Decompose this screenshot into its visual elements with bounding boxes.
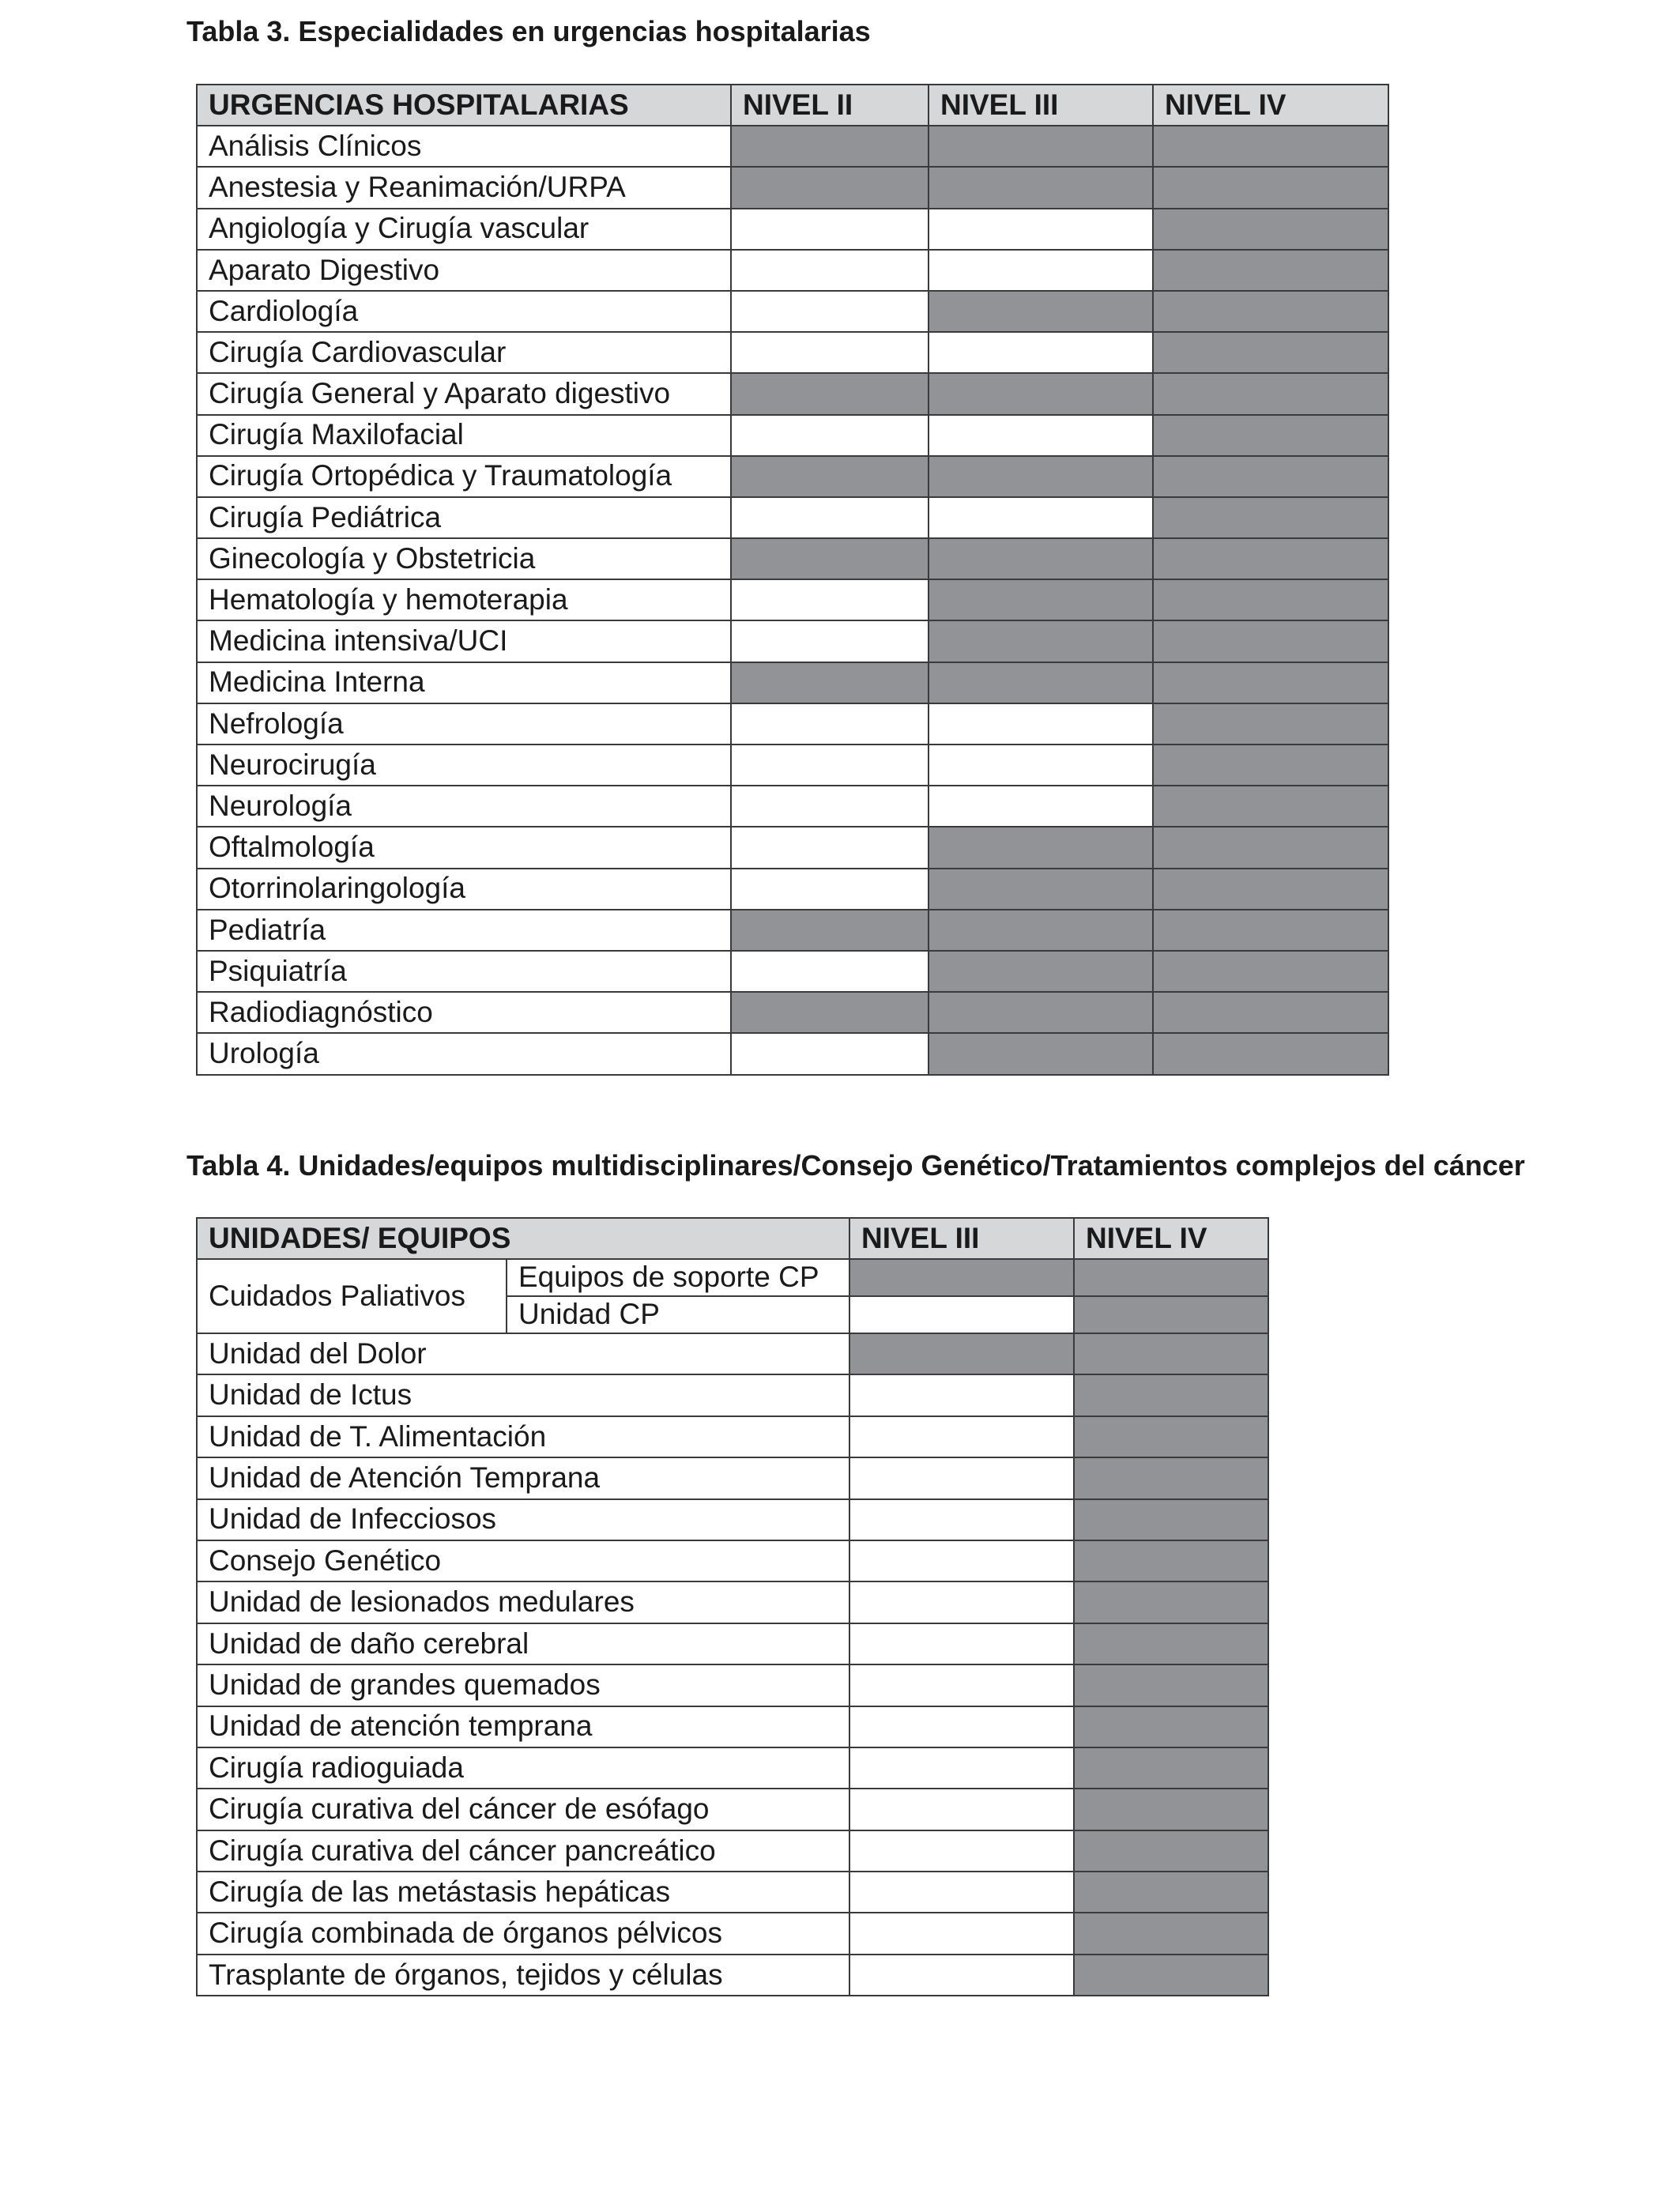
level-cell-nivel-iii-shaded: [929, 620, 1153, 662]
level-cell-nivel-ii-empty: [731, 786, 929, 827]
specialty-label: Cardiología: [197, 291, 731, 332]
level-cell-nivel-iv-shaded: [1153, 827, 1388, 868]
table-row: [197, 869, 1388, 910]
subrow-label: Unidad CP: [507, 1296, 849, 1333]
table3-caption: Tabla 3. Especialidades en urgencias hospitalarias: [186, 15, 871, 47]
table-row: [197, 538, 1388, 579]
unit-label: Unidad de atención temprana: [197, 1706, 849, 1747]
level-cell-nivel-iii-empty: [849, 1540, 1074, 1581]
table-row: [197, 1259, 1268, 1296]
table-row: [197, 1872, 1268, 1913]
table-row: [197, 951, 1388, 992]
level-cell-nivel-iii-empty: [929, 209, 1153, 250]
level-cell-nivel-iv-shaded: [1074, 1623, 1268, 1664]
table-row: [197, 415, 1388, 456]
level-cell-nivel-iii-shaded: [929, 126, 1153, 167]
level-cell-nivel-iii-shaded: [929, 951, 1153, 992]
level-cell-nivel-iv-shaded: [1153, 579, 1388, 620]
level-cell-nivel-iii-empty: [849, 1416, 1074, 1457]
level-cell-nivel-iv-shaded: [1074, 1830, 1268, 1872]
level-cell-nivel-iv-shaded: [1153, 415, 1388, 456]
level-cell-nivel-ii-shaded: [731, 126, 929, 167]
table-row: [197, 620, 1388, 662]
level-cell-nivel-iv-shaded: [1074, 1540, 1268, 1581]
level-cell-nivel-iii-empty: [849, 1789, 1074, 1830]
level-cell-nivel-ii-empty: [731, 745, 929, 786]
level-cell-nivel-iii-empty: [929, 497, 1153, 538]
level-cell-nivel-iii-empty: [849, 1747, 1074, 1789]
level-cell-nivel-iii-empty: [929, 745, 1153, 786]
table-row: [197, 209, 1388, 250]
level-cell-nivel-iv-shaded: [1153, 126, 1388, 167]
level-cell-nivel-iv-shaded: [1074, 1747, 1268, 1789]
level-cell-nivel-iii-shaded: [929, 291, 1153, 332]
level-cell-nivel-iii-shaded: [929, 538, 1153, 579]
level-cell-nivel-iv-shaded: [1153, 1033, 1388, 1074]
level-cell-nivel-iii-shaded: [929, 827, 1153, 868]
specialty-label: Radiodiagnóstico: [197, 992, 731, 1033]
unit-label: Unidad de Infecciosos: [197, 1499, 849, 1540]
table-row: [197, 1747, 1268, 1789]
level-cell-nivel-iii-shaded: [849, 1259, 1074, 1296]
level-cell-nivel-iv-shaded: [1153, 167, 1388, 208]
table-row: [197, 1664, 1268, 1706]
level-cell-nivel-iv-shaded: [1153, 332, 1388, 373]
level-cell-nivel-iv-shaded: [1153, 209, 1388, 250]
specialty-label: Urología: [197, 1033, 731, 1074]
specialty-label: Cirugía Cardiovascular: [197, 332, 731, 373]
level-cell-nivel-ii-shaded: [731, 992, 929, 1033]
specialty-label: Otorrinolaringología: [197, 869, 731, 910]
level-cell-nivel-iv-shaded: [1153, 250, 1388, 291]
specialty-label: Medicina Interna: [197, 662, 731, 703]
unit-label: Unidad de Ictus: [197, 1374, 849, 1416]
specialty-label: Anestesia y Reanimación/URPA: [197, 167, 731, 208]
table-row: [197, 579, 1388, 620]
level-cell-nivel-ii-empty: [731, 250, 929, 291]
table-row: [197, 1706, 1268, 1747]
table-row: [197, 1540, 1268, 1581]
level-cell-nivel-iv-shaded: [1074, 1955, 1268, 1996]
level-cell-nivel-iii-empty: [849, 1296, 1074, 1333]
specialty-label: Medicina intensiva/UCI: [197, 620, 731, 662]
level-cell-nivel-iii-empty: [849, 1872, 1074, 1913]
table-row: [197, 992, 1388, 1033]
level-cell-nivel-iii-empty: [849, 1955, 1074, 1996]
level-cell-nivel-iii-shaded: [929, 579, 1153, 620]
table-row: [197, 827, 1388, 868]
table3-header-nivel-ii: NIVEL II: [731, 85, 929, 126]
specialty-label: Ginecología y Obstetricia: [197, 538, 731, 579]
level-cell-nivel-ii-empty: [731, 1033, 929, 1074]
table-row: [197, 497, 1388, 538]
level-cell-nivel-ii-empty: [731, 497, 929, 538]
level-cell-nivel-ii-empty: [731, 869, 929, 910]
specialty-label: Oftalmología: [197, 827, 731, 868]
table-row: [197, 1033, 1388, 1074]
level-cell-nivel-iv-shaded: [1074, 1416, 1268, 1457]
level-cell-nivel-iii-shaded: [929, 662, 1153, 703]
level-cell-nivel-iii-empty: [929, 786, 1153, 827]
specialty-label: Aparato Digestivo: [197, 250, 731, 291]
level-cell-nivel-iv-shaded: [1153, 456, 1388, 497]
specialty-label: Cirugía General y Aparato digestivo: [197, 373, 731, 414]
specialty-label: Neurología: [197, 786, 731, 827]
unit-label: Unidad de daño cerebral: [197, 1623, 849, 1664]
level-cell-nivel-iv-shaded: [1153, 992, 1388, 1033]
table4-caption: Tabla 4. Unidades/equipos multidisciplinares/Consejo Genético/Tratamientos complejos del cáncer: [186, 1149, 1525, 1182]
table-row: [197, 1581, 1268, 1623]
table-row: [197, 1830, 1268, 1872]
specialty-label: Angiología y Cirugía vascular: [197, 209, 731, 250]
level-cell-nivel-ii-shaded: [731, 456, 929, 497]
specialty-label: Cirugía Ortopédica y Traumatología: [197, 456, 731, 497]
level-cell-nivel-iii-shaded: [929, 1033, 1153, 1074]
table-row: [197, 1955, 1268, 1996]
level-cell-nivel-iv-shaded: [1074, 1706, 1268, 1747]
table-row: [197, 1457, 1268, 1498]
table3-header-nivel-iv: NIVEL IV: [1153, 85, 1388, 126]
unit-label: Cirugía curativa del cáncer de esófago: [197, 1789, 849, 1830]
level-cell-nivel-iii-empty: [849, 1913, 1074, 1954]
unit-label: Unidad de lesionados medulares: [197, 1581, 849, 1623]
level-cell-nivel-iii-empty: [929, 415, 1153, 456]
level-cell-nivel-ii-empty: [731, 951, 929, 992]
unit-label: Unidad del Dolor: [197, 1333, 849, 1374]
subrow-label: Equipos de soporte CP: [507, 1259, 849, 1296]
level-cell-nivel-iii-empty: [849, 1457, 1074, 1498]
level-cell-nivel-iv-shaded: [1153, 745, 1388, 786]
level-cell-nivel-ii-shaded: [731, 662, 929, 703]
level-cell-nivel-iii-empty: [849, 1374, 1074, 1416]
table3-body: [197, 126, 1388, 1074]
table-row: [197, 910, 1388, 951]
level-cell-nivel-iv-shaded: [1153, 291, 1388, 332]
unit-label: Unidad de grandes quemados: [197, 1664, 849, 1706]
table3-header-specialty: URGENCIAS HOSPITALARIAS: [197, 85, 731, 126]
level-cell-nivel-iv-shaded: [1153, 786, 1388, 827]
table-row: [197, 167, 1388, 208]
level-cell-nivel-ii-empty: [731, 332, 929, 373]
table-row: [197, 662, 1388, 703]
level-cell-nivel-iv-shaded: [1074, 1499, 1268, 1540]
level-cell-nivel-iv-shaded: [1074, 1664, 1268, 1706]
level-cell-nivel-iii-empty: [849, 1581, 1074, 1623]
level-cell-nivel-iv-shaded: [1074, 1913, 1268, 1954]
level-cell-nivel-ii-empty: [731, 827, 929, 868]
unit-label: Trasplante de órganos, tejidos y células: [197, 1955, 849, 1996]
specialty-label: Hematología y hemoterapia: [197, 579, 731, 620]
level-cell-nivel-iii-shaded: [929, 167, 1153, 208]
specialty-label: Cirugía Maxilofacial: [197, 415, 731, 456]
table-row: [197, 1416, 1268, 1457]
table4-body: [197, 1259, 1268, 1996]
level-cell-nivel-iv-shaded: [1153, 869, 1388, 910]
level-cell-nivel-iv-shaded: [1153, 620, 1388, 662]
table-row: [197, 250, 1388, 291]
unit-label: Cirugía curativa del cáncer pancreático: [197, 1830, 849, 1872]
level-cell-nivel-iv-shaded: [1153, 373, 1388, 414]
level-cell-nivel-ii-empty: [731, 703, 929, 745]
level-cell-nivel-iii-empty: [849, 1706, 1074, 1747]
table-row: [197, 1913, 1268, 1954]
level-cell-nivel-iv-shaded: [1153, 910, 1388, 951]
level-cell-nivel-iv-shaded: [1074, 1457, 1268, 1498]
level-cell-nivel-iv-shaded: [1074, 1872, 1268, 1913]
level-cell-nivel-iv-shaded: [1153, 497, 1388, 538]
unit-label: Unidad de T. Alimentación: [197, 1416, 849, 1457]
level-cell-nivel-iv-shaded: [1074, 1374, 1268, 1416]
unit-label: Unidad de Atención Temprana: [197, 1457, 849, 1498]
level-cell-nivel-iii-empty: [929, 250, 1153, 291]
level-cell-nivel-ii-empty: [731, 209, 929, 250]
table4-header-row: [197, 1218, 1268, 1259]
table-row: [197, 1374, 1268, 1416]
level-cell-nivel-iii-empty: [849, 1499, 1074, 1540]
level-cell-nivel-iv-shaded: [1074, 1333, 1268, 1374]
level-cell-nivel-iii-shaded: [929, 456, 1153, 497]
table-row: [197, 1333, 1268, 1374]
specialty-label: Psiquiatría: [197, 951, 731, 992]
level-cell-nivel-iv-shaded: [1153, 951, 1388, 992]
table-row: [197, 373, 1388, 414]
level-cell-nivel-iv-shaded: [1153, 662, 1388, 703]
level-cell-nivel-ii-shaded: [731, 910, 929, 951]
table-row: [197, 126, 1388, 167]
unit-label: Cirugía combinada de órganos pélvicos: [197, 1913, 849, 1954]
level-cell-nivel-iv-shaded: [1153, 703, 1388, 745]
unit-label: Cirugía radioguiada: [197, 1747, 849, 1789]
level-cell-nivel-iii-shaded: [929, 869, 1153, 910]
specialty-label: Neurocirugía: [197, 745, 731, 786]
level-cell-nivel-iii-shaded: [929, 910, 1153, 951]
level-cell-nivel-ii-empty: [731, 579, 929, 620]
table3-header-row: [197, 85, 1388, 126]
level-cell-nivel-ii-empty: [731, 620, 929, 662]
level-cell-nivel-iv-shaded: [1074, 1296, 1268, 1333]
level-cell-nivel-iii-empty: [849, 1830, 1074, 1872]
level-cell-nivel-ii-shaded: [731, 538, 929, 579]
group-label-cuidados-paliativos: Cuidados Paliativos: [197, 1259, 507, 1333]
level-cell-nivel-iii-shaded: [929, 992, 1153, 1033]
table4-unidades-equipos: [196, 1217, 1269, 1996]
specialty-label: Análisis Clínicos: [197, 126, 731, 167]
unit-label: Cirugía de las metástasis hepáticas: [197, 1872, 849, 1913]
table-row: [197, 703, 1388, 745]
level-cell-nivel-iii-shaded: [929, 373, 1153, 414]
specialty-label: Nefrología: [197, 703, 731, 745]
table3-urgencias-hospitalarias: [196, 84, 1389, 1076]
level-cell-nivel-ii-empty: [731, 291, 929, 332]
table-row: [197, 456, 1388, 497]
level-cell-nivel-iv-shaded: [1074, 1259, 1268, 1296]
level-cell-nivel-ii-shaded: [731, 373, 929, 414]
level-cell-nivel-iii-shaded: [849, 1333, 1074, 1374]
level-cell-nivel-ii-shaded: [731, 167, 929, 208]
level-cell-nivel-ii-empty: [731, 415, 929, 456]
level-cell-nivel-iv-shaded: [1074, 1789, 1268, 1830]
table4-header-unit: UNIDADES/ EQUIPOS: [197, 1218, 849, 1259]
level-cell-nivel-iii-empty: [929, 703, 1153, 745]
level-cell-nivel-iv-shaded: [1153, 538, 1388, 579]
table-row: [197, 1499, 1268, 1540]
table4-header-nivel-iv: NIVEL IV: [1074, 1218, 1268, 1259]
table-row: [197, 786, 1388, 827]
table-row: [197, 1789, 1268, 1830]
unit-label: Consejo Genético: [197, 1540, 849, 1581]
table3-header-nivel-iii: NIVEL III: [929, 85, 1153, 126]
level-cell-nivel-iii-empty: [849, 1664, 1074, 1706]
level-cell-nivel-iii-empty: [929, 332, 1153, 373]
table-row: [197, 745, 1388, 786]
table4-header-nivel-iii: NIVEL III: [849, 1218, 1074, 1259]
table-row: [197, 332, 1388, 373]
specialty-label: Pediatría: [197, 910, 731, 951]
specialty-label: Cirugía Pediátrica: [197, 497, 731, 538]
level-cell-nivel-iv-shaded: [1074, 1581, 1268, 1623]
table-row: [197, 291, 1388, 332]
table-row: [197, 1623, 1268, 1664]
level-cell-nivel-iii-empty: [849, 1623, 1074, 1664]
